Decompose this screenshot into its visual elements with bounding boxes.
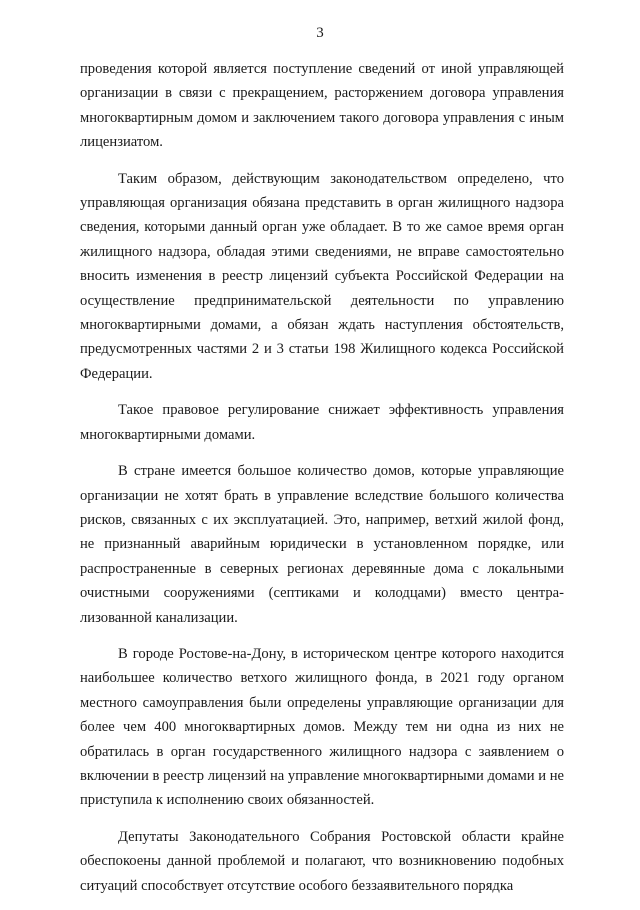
paragraph: Депутаты Законодательного Собрания Ростовской области крайне обеспокоены данной проблемой и полагают, что возникновению подобных ситуаций способствует отсутствие особого беззаявительного порядка xyxy=(80,828,564,894)
paragraph: В городе Ростове-на-Дону, в историческом центре которого находится наибольшее количество ветхого жилищного фонда, в 2021 году органом местного самоуправления были определены управляющие организации для более чем 400 многоквартирных домов. Между тем ни одна из них не обратилась в орган государственного жилищного надзора с заявлением о включении в реестр лицензий на управление многоквартирными домами и не приступила к исполнению своих обязанностей. xyxy=(80,645,564,809)
paragraph: Таким образом, действующим законодательством определено, что управляющая организация обязана представить в орган жилищного надзора сведения, которыми данный орган уже обладает. В то же самое время орган жилищного надзора, обладая этими сведениями, не вправе самостоятельно вносить изменения в реестр лицензий субъекта Российской Федерации на осуществление предпринимательской деятельности по управлению многоквартирными домами, а обязан ждать наступления обстоятельств, предусмотренных частями 2 и 3 статьи 198 Жилищного кодекса Российской Федерации. xyxy=(80,170,564,382)
paragraph: Такое правовое регулирование снижает эффективность управления многоквартирными домами. xyxy=(80,402,564,443)
page-number: 3 xyxy=(316,25,324,41)
paragraph: В стране имеется большое количество домов, которые управляющие организации не хотят брать в управление вследствие большого количества рисков, связанных с их эксплуатацией. Это, например, ветхий жилой фонд, не признанный аварийным юридически в установленном порядке, или распространенные в северных регионах деревянные дома с локальными очистными сооружениями (септиками и колодцами) вместо централизованной канализации. xyxy=(80,463,564,626)
paragraph-continued: проведения которой является поступление сведений от иной управляющей организации в связи с прекращением, расторжением договора управления многоквартирным домом и заключением такого договора управления с иным лицензиатом. xyxy=(80,61,564,151)
body-text xyxy=(80,57,564,910)
